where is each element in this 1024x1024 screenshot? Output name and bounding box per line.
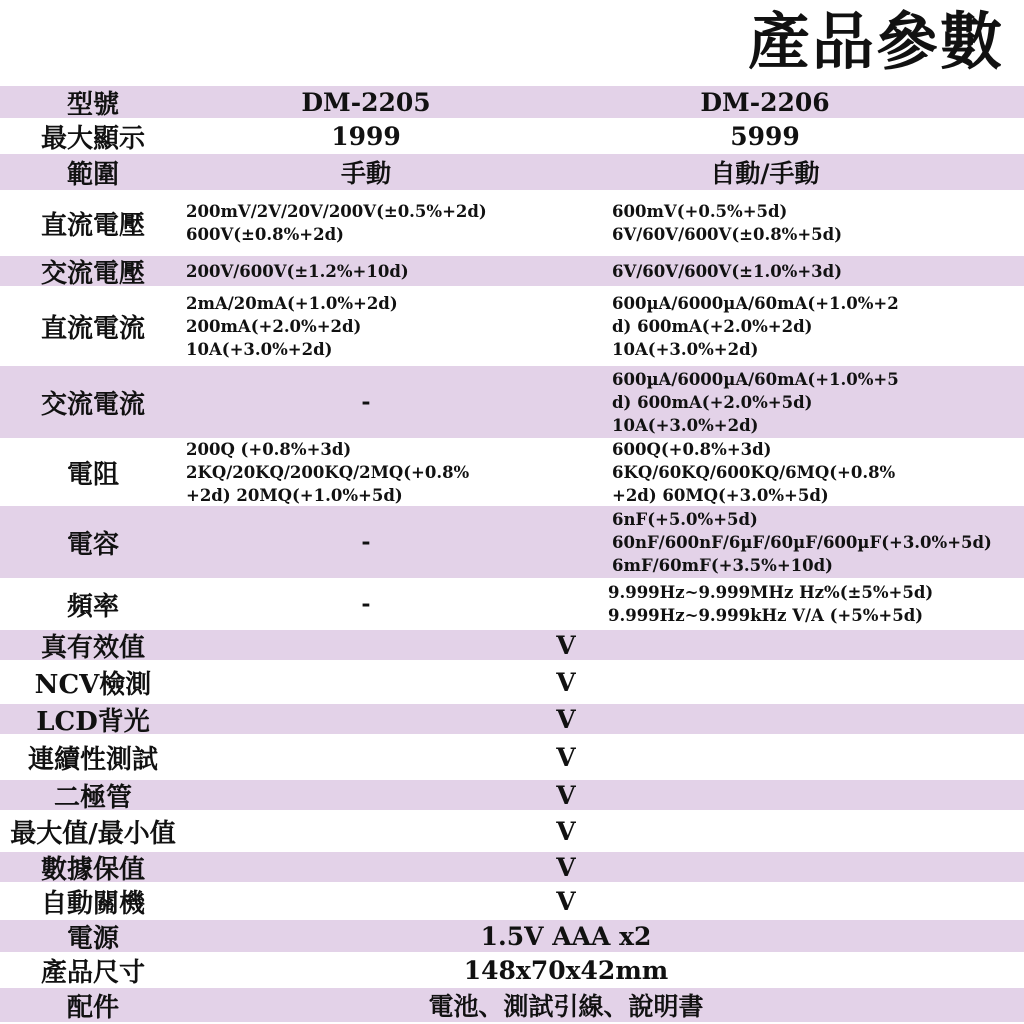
feature-row [0,630,1024,660]
row-label: 產品尺寸 [40,957,145,988]
table-header-row [0,86,1024,118]
row-label: 直流電流 [40,313,145,344]
feature-value: V [556,780,576,810]
feature-value: V [556,816,576,846]
model-1-value: 2mA/20mA(+1.0%+2d) 200mA(+2.0%+2d) 10A(+3.0%+2d) [186,293,398,359]
row-label: 連續性測試 [27,744,158,775]
model-2-value: 自動/手動 [710,159,820,188]
model-2-value: 600Q(+0.8%+3d) 6KQ/60KQ/600KQ/6MQ(+0.8% +2d) 60MQ(+3.0%+5d) [612,439,896,505]
row-label: 電源 [66,923,119,952]
table-row [0,438,1024,506]
model-2-value: 600µA/6000µA/60mA(+1.0%+5 d) 600mA(+2.0%+5d) 10A(+3.0%+2d) [612,369,899,435]
model-1-value: - [361,529,371,555]
feature-value: V [556,852,576,882]
feature-value: V [556,630,576,660]
table-row [0,366,1024,438]
feature-value: 1.5V AAA x2 [480,921,652,951]
table-row [0,154,1024,190]
feature-row [0,920,1024,952]
row-label: 電阻 [66,459,119,490]
row-label: 交流電流 [40,389,145,420]
model-1-value: 手動 [340,159,391,188]
feature-row [0,988,1024,1022]
table-row [0,286,1024,366]
feature-value: 電池、測試引線、說明書 [428,992,704,1021]
row-label: 交流電壓 [40,258,145,286]
feature-row [0,810,1024,852]
model-2-value: 600µA/6000µA/60mA(+1.0%+2 d) 600mA(+2.0%+2d) 10A(+3.0%+2d) [612,293,899,359]
table-row [0,578,1024,630]
model-1-value: - [361,591,371,617]
row-label: 型號 [66,89,119,118]
feature-value: 148x70x42mm [463,955,669,985]
model-2-value: 6V/60V/600V(±1.0%+3d) [612,261,843,281]
table-row [0,118,1024,154]
model-2-value: 600mV(+0.5%+5d) 6V/60V/600V(±0.8%+5d) [612,202,843,244]
model-1-value: 200V/600V(±1.2%+10d) [186,261,409,281]
row-label: 範圍 [66,159,119,190]
feature-value: V [556,886,576,916]
feature-value: V [556,667,576,697]
row-label: 數據保值 [40,854,145,882]
feature-row [0,734,1024,780]
model-1-value: 200Q (+0.8%+3d) 2KQ/20KQ/200KQ/2MQ(+0.8% +2d) 20MQ(+1.0%+5d) [186,439,470,505]
model-1-value: - [361,389,371,415]
feature-row [0,852,1024,882]
spec-table [0,86,1024,1022]
model-2-name: DM-2206 [700,87,830,117]
row-label: NCV檢測 [34,669,152,700]
row-label: 自動關機 [40,888,145,919]
feature-value: V [556,742,576,772]
page-title: 產品參數 [747,5,1004,78]
feature-row [0,660,1024,704]
model-2-value: 9.999Hz~9.999MHz Hz%(±5%+5d) 9.999Hz~9.999kHz V/A (+5%+5d) [608,583,934,625]
feature-row [0,704,1024,734]
row-label: 配件 [66,992,119,1022]
model-1-value: 1999 [331,121,401,151]
model-2-value: 5999 [730,121,800,151]
feature-row [0,882,1024,920]
model-1-name: DM-2205 [301,87,431,117]
model-1-value: 200mV/2V/20V/200V(±0.5%+2d) 600V(±0.8%+2d) [186,202,487,244]
table-row [0,190,1024,256]
feature-row [0,780,1024,810]
row-label: 二極管 [53,782,132,810]
row-label: 頻率 [66,591,119,622]
row-label: 最大顯示 [40,123,145,154]
row-label: LCD背光 [36,706,150,734]
feature-value: V [556,704,576,734]
row-label: 電容 [66,529,119,560]
row-label: 直流電壓 [40,210,145,241]
row-label: 最大值/最小值 [10,818,176,849]
row-label: 真有效值 [40,632,145,660]
feature-row [0,952,1024,988]
table-row [0,506,1024,578]
model-2-value: 6nF(+5.0%+5d) 60nF/600nF/6µF/60µF/600µF(+3.0%+5d) 6mF/60mF(+3.5%+10d) [612,509,992,575]
table-row [0,256,1024,286]
